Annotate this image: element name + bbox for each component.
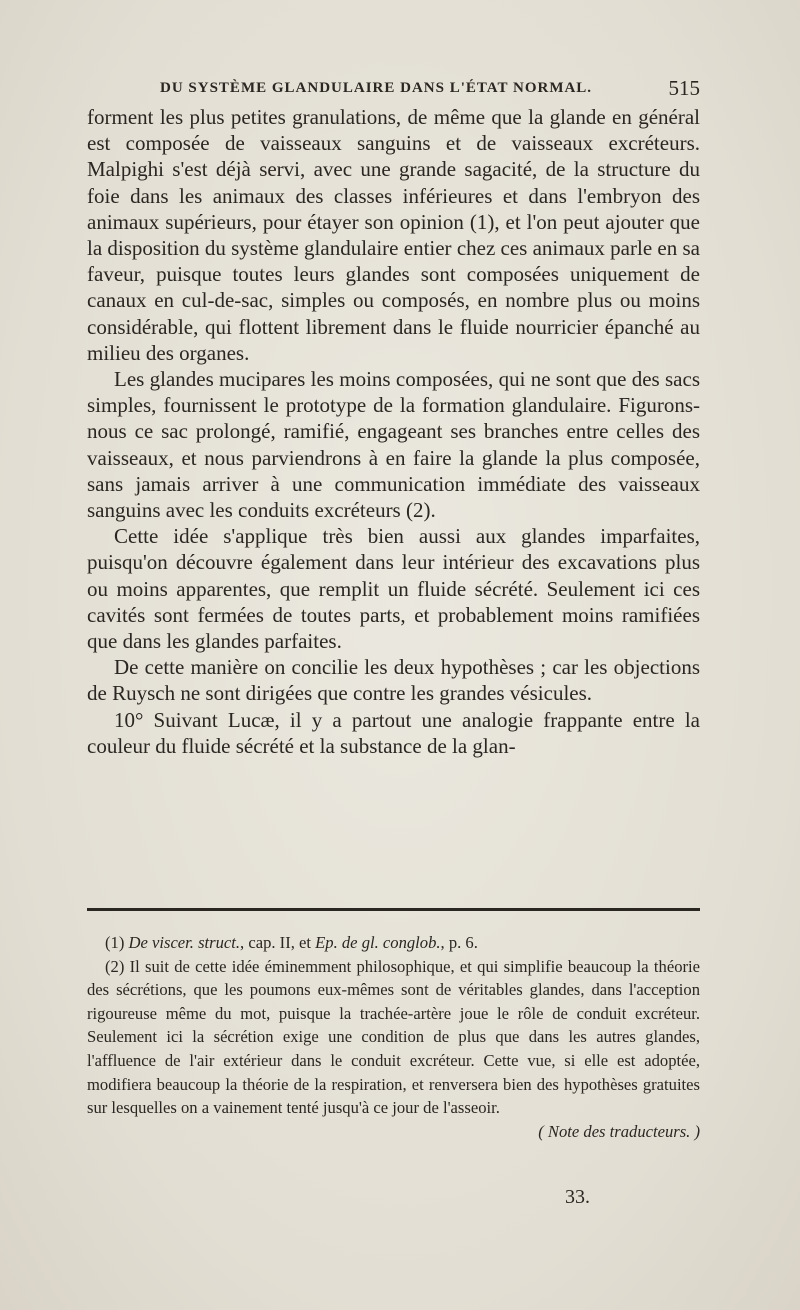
footnote-2: (2) Il suit de cette idée éminemment philosophique, et qui simplifie beaucoup la théorie des sécrétions, que les poumons eux-mêmes sont de véritables glandes, dans l'acception rigoureuse même du mot, puisque la trachée-artère joue le rôle de conduit excréteur. Seulement ici la sécrétion exige une condition de plus que dans les autres glandes, l'affluence de l'air extérieur dans le conduit excréteur. Cette vue, si elle est adoptée, modifiera beaucoup la théorie de la respiration, et renversera bien des hypothèses gratuites sur lesquelles on a vainement tenté jusqu'à ce jour de l'asseoir. [87,956,700,1118]
signature-mark: 33. [565,1186,590,1208]
paragraph-4: De cette manière on concilie les deux hypothèses ; car les objections de Ruysch ne sont dirigées que contre les grandes vésicules. [87,655,700,706]
paragraph-2: Les glandes mucipares les moins composées, qui ne sont que des sacs simples, fournissent le prototype de la formation glandulaire. Figurons-nous ce sac prolongé, ramifié, engageant ses branches entre celles des vaisseaux, et nous parviendrons à en faire la glande la plus composée, sans jamais arriver à une communication immédiate des vaisseaux sanguins avec les conduits excréteurs (2). [87,367,700,523]
footnote-1 [87,931,700,955]
page-number: 515 [668,76,700,100]
main-text [87,104,700,759]
paragraph-3: Cette idée s'applique très bien aussi aux glandes imparfaites, puisqu'on découvre également dans leur intérieur des excavations plus ou moins apparentes, que remplit un fluide sécrété. Seulement ici ces cavités sont fermées de toutes parts, et probablement moins ramifiées que dans les glandes parfaites. [87,524,700,654]
page-header [160,76,700,104]
paragraph-1: forment les plus petites granulations, de même que la glande en général est composée de vaisseaux sanguins et de vaisseaux excréteurs. Malpighi s'est déjà servi, avec une grande sagacité, de la structure du foie dans les animaux des classes inférieures et dans l'embryon des animaux supérieurs, pour étayer son opinion (1), et l'on peut ajouter que la disposition du système glandulaire entier chez ces animaux parle en sa faveur, puisque toutes leurs glandes sont composées uniquement de canaux en cul-de-sac, simples ou composés, en nombre plus ou moins considérable, qui flottent librement dans le fluide nourricier épanché au milieu des organes. [87,105,700,365]
footnote-2-attribution [87,1120,700,1144]
running-head: DU SYSTÈME GLANDULAIRE DANS L'ÉTAT NORMAL. [160,80,593,96]
footnotes [87,931,700,1143]
footnote-1-marker: (1) [105,933,125,952]
footnote-1-ref-b: Ep. de gl. conglob. [315,933,441,952]
footnote-1-ref-a: De viscer. struct. [128,933,241,952]
footnote-1-end: , p. 6. [440,933,478,952]
footnote-1-mid: , cap. II, et [240,933,311,952]
footnote-divider [87,908,700,911]
footnote-2-attribution-text: ( Note des traducteurs. ) [538,1121,700,1141]
paragraph-5: 10° Suivant Lucæ, il y a partout une analogie frappante entre la couleur du fluide sécrété et la substance de la glan- [87,707,700,758]
